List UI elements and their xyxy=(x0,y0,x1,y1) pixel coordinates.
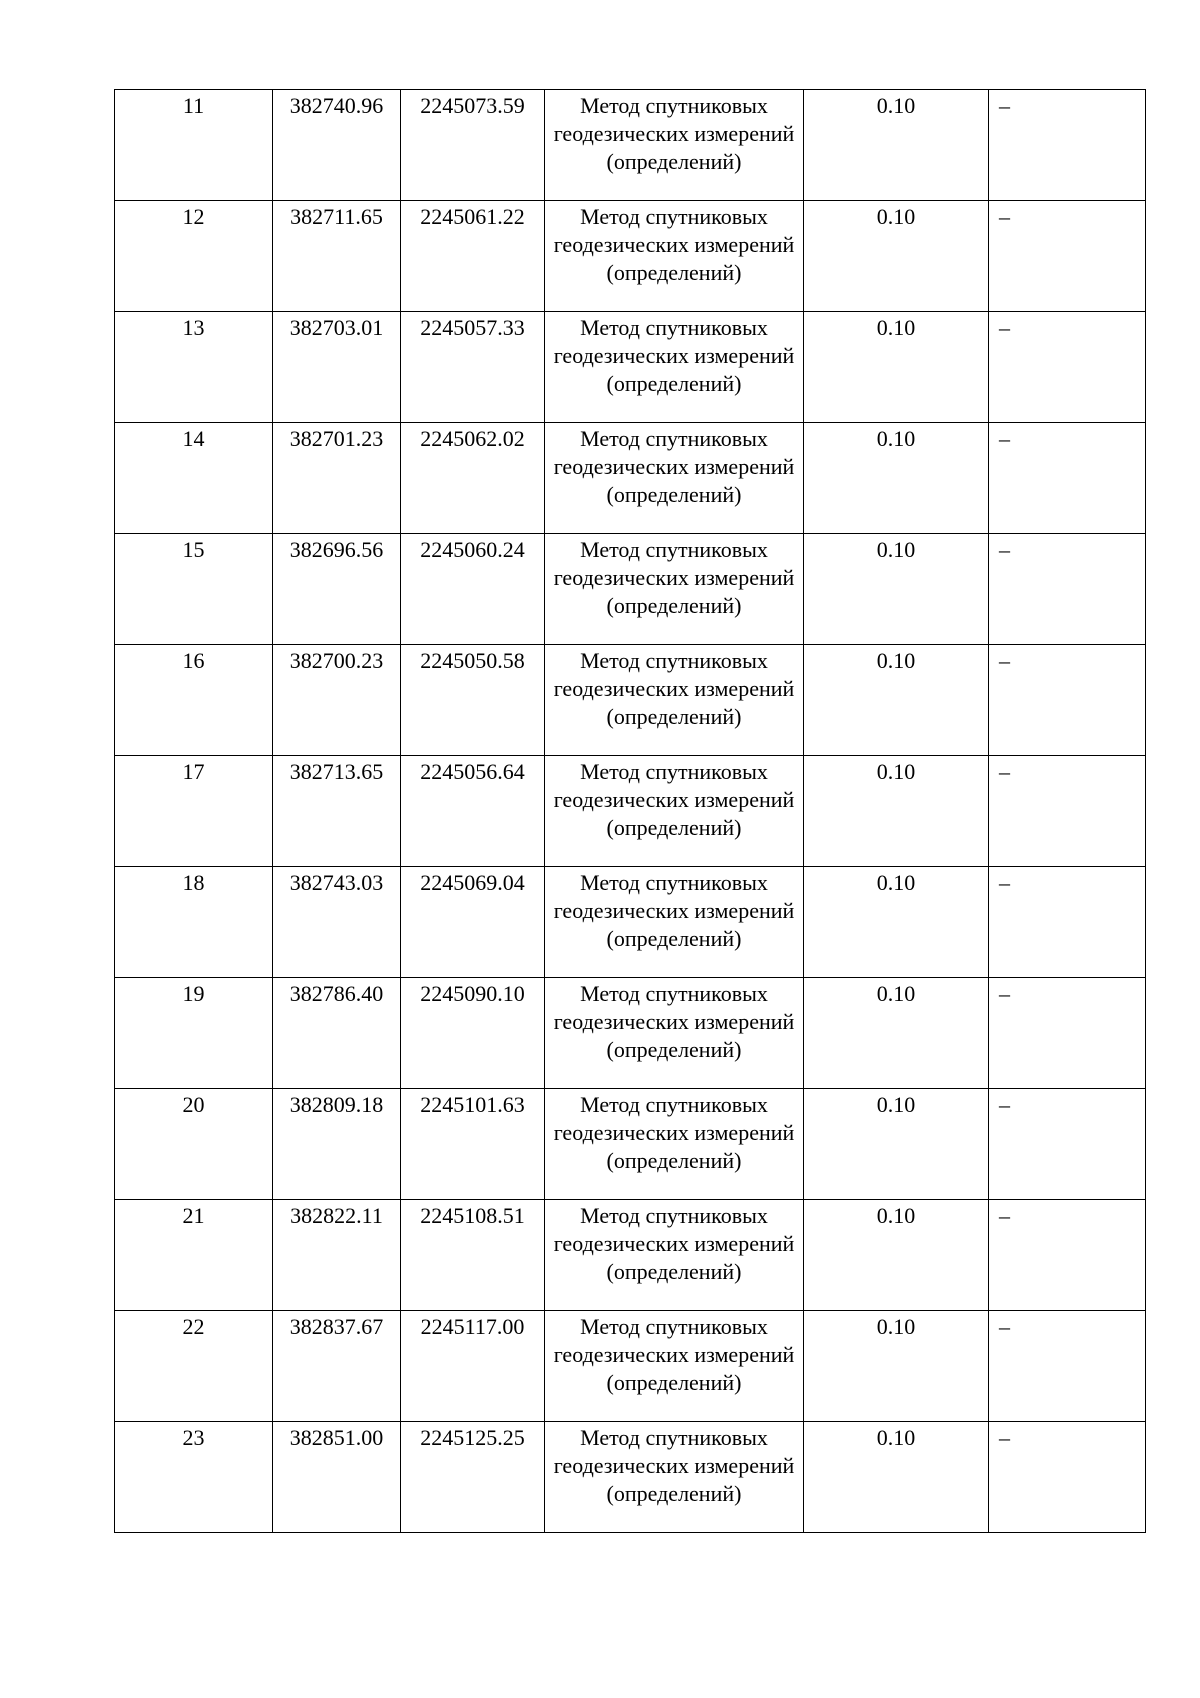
table-body xyxy=(115,90,1146,1533)
point-number-cell: 22 xyxy=(115,1311,273,1422)
note-cell: – xyxy=(989,645,1146,756)
point-number-cell: 14 xyxy=(115,423,273,534)
note-cell: – xyxy=(989,312,1146,423)
x-coordinate-cell: 382809.18 xyxy=(273,1089,401,1200)
y-coordinate-cell: 2245050.58 xyxy=(401,645,545,756)
method-cell: Метод спутниковых геодезических измерений (определений) xyxy=(545,645,804,756)
y-coordinate-cell: 2245090.10 xyxy=(401,978,545,1089)
x-coordinate-cell: 382822.11 xyxy=(273,1200,401,1311)
accuracy-cell: 0.10 xyxy=(804,756,989,867)
accuracy-cell: 0.10 xyxy=(804,978,989,1089)
table-row xyxy=(115,423,1146,534)
accuracy-cell: 0.10 xyxy=(804,534,989,645)
note-cell: – xyxy=(989,1089,1146,1200)
point-number-cell: 16 xyxy=(115,645,273,756)
point-number-cell: 23 xyxy=(115,1422,273,1533)
method-cell: Метод спутниковых геодезических измерений (определений) xyxy=(545,1200,804,1311)
x-coordinate-cell: 382740.96 xyxy=(273,90,401,201)
table-row xyxy=(115,867,1146,978)
x-coordinate-cell: 382711.65 xyxy=(273,201,401,312)
note-cell: – xyxy=(989,1422,1146,1533)
note-cell: – xyxy=(989,867,1146,978)
x-coordinate-cell: 382703.01 xyxy=(273,312,401,423)
accuracy-cell: 0.10 xyxy=(804,645,989,756)
y-coordinate-cell: 2245069.04 xyxy=(401,867,545,978)
note-cell: – xyxy=(989,90,1146,201)
point-number-cell: 21 xyxy=(115,1200,273,1311)
y-coordinate-cell: 2245061.22 xyxy=(401,201,545,312)
table-row xyxy=(115,1311,1146,1422)
table-row xyxy=(115,1200,1146,1311)
method-cell: Метод спутниковых геодезических измерений (определений) xyxy=(545,756,804,867)
method-cell: Метод спутниковых геодезических измерений (определений) xyxy=(545,1089,804,1200)
x-coordinate-cell: 382786.40 xyxy=(273,978,401,1089)
accuracy-cell: 0.10 xyxy=(804,312,989,423)
method-cell: Метод спутниковых геодезических измерений (определений) xyxy=(545,534,804,645)
accuracy-cell: 0.10 xyxy=(804,1422,989,1533)
y-coordinate-cell: 2245101.63 xyxy=(401,1089,545,1200)
table-row xyxy=(115,978,1146,1089)
method-cell: Метод спутниковых геодезических измерений (определений) xyxy=(545,1311,804,1422)
y-coordinate-cell: 2245062.02 xyxy=(401,423,545,534)
method-cell: Метод спутниковых геодезических измерений (определений) xyxy=(545,867,804,978)
x-coordinate-cell: 382851.00 xyxy=(273,1422,401,1533)
x-coordinate-cell: 382837.67 xyxy=(273,1311,401,1422)
point-number-cell: 18 xyxy=(115,867,273,978)
table-row xyxy=(115,201,1146,312)
y-coordinate-cell: 2245073.59 xyxy=(401,90,545,201)
note-cell: – xyxy=(989,978,1146,1089)
point-number-cell: 12 xyxy=(115,201,273,312)
accuracy-cell: 0.10 xyxy=(804,1200,989,1311)
method-cell: Метод спутниковых геодезических измерений (определений) xyxy=(545,1422,804,1533)
point-number-cell: 15 xyxy=(115,534,273,645)
point-number-cell: 20 xyxy=(115,1089,273,1200)
y-coordinate-cell: 2245057.33 xyxy=(401,312,545,423)
table-row xyxy=(115,645,1146,756)
method-cell: Метод спутниковых геодезических измерений (определений) xyxy=(545,201,804,312)
y-coordinate-cell: 2245060.24 xyxy=(401,534,545,645)
accuracy-cell: 0.10 xyxy=(804,201,989,312)
x-coordinate-cell: 382713.65 xyxy=(273,756,401,867)
accuracy-cell: 0.10 xyxy=(804,423,989,534)
note-cell: – xyxy=(989,1311,1146,1422)
point-number-cell: 13 xyxy=(115,312,273,423)
y-coordinate-cell: 2245117.00 xyxy=(401,1311,545,1422)
point-number-cell: 17 xyxy=(115,756,273,867)
y-coordinate-cell: 2245125.25 xyxy=(401,1422,545,1533)
point-number-cell: 19 xyxy=(115,978,273,1089)
note-cell: – xyxy=(989,423,1146,534)
note-cell: – xyxy=(989,1200,1146,1311)
coordinates-table xyxy=(114,89,1146,1533)
x-coordinate-cell: 382701.23 xyxy=(273,423,401,534)
table-row xyxy=(115,1089,1146,1200)
x-coordinate-cell: 382700.23 xyxy=(273,645,401,756)
method-cell: Метод спутниковых геодезических измерений (определений) xyxy=(545,423,804,534)
note-cell: – xyxy=(989,201,1146,312)
accuracy-cell: 0.10 xyxy=(804,1311,989,1422)
x-coordinate-cell: 382743.03 xyxy=(273,867,401,978)
method-cell: Метод спутниковых геодезических измерений (определений) xyxy=(545,90,804,201)
y-coordinate-cell: 2245108.51 xyxy=(401,1200,545,1311)
x-coordinate-cell: 382696.56 xyxy=(273,534,401,645)
table-row xyxy=(115,756,1146,867)
method-cell: Метод спутниковых геодезических измерений (определений) xyxy=(545,312,804,423)
y-coordinate-cell: 2245056.64 xyxy=(401,756,545,867)
accuracy-cell: 0.10 xyxy=(804,867,989,978)
accuracy-cell: 0.10 xyxy=(804,1089,989,1200)
note-cell: – xyxy=(989,756,1146,867)
table-row xyxy=(115,1422,1146,1533)
table-row xyxy=(115,534,1146,645)
table-row xyxy=(115,312,1146,423)
accuracy-cell: 0.10 xyxy=(804,90,989,201)
note-cell: – xyxy=(989,534,1146,645)
method-cell: Метод спутниковых геодезических измерений (определений) xyxy=(545,978,804,1089)
point-number-cell: 11 xyxy=(115,90,273,201)
table-row xyxy=(115,90,1146,201)
